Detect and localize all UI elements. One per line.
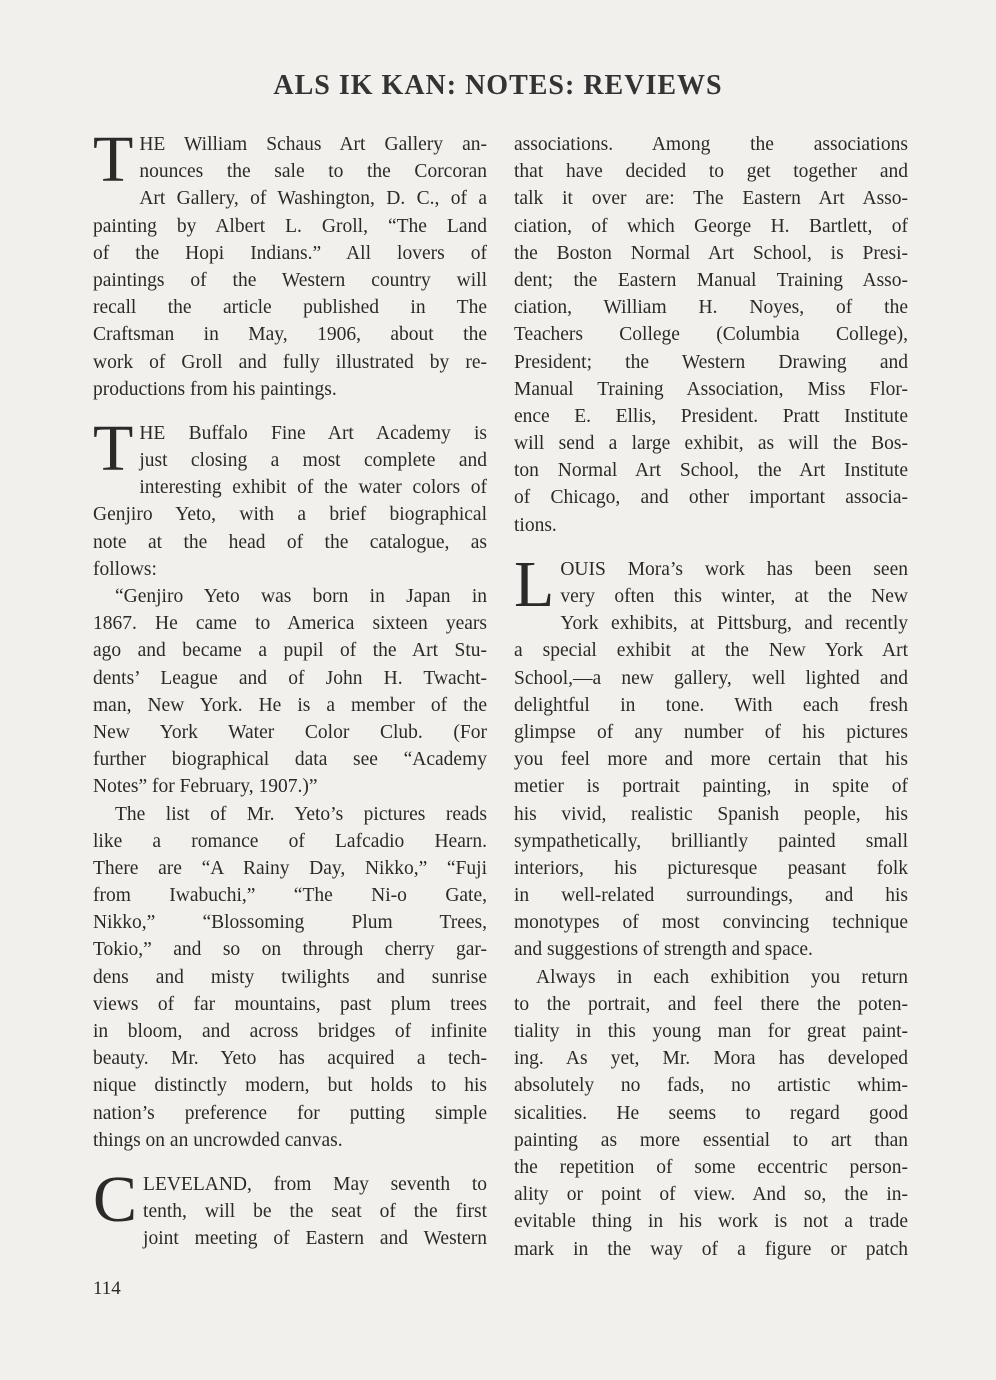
text-line: There are “A Rainy Day, Nikko,” “Fuji	[93, 857, 487, 879]
text-line: Art Gallery, of Washington, D. C., of a	[139, 188, 487, 210]
text-line: monotypes of most convincing technique	[514, 912, 908, 934]
drop-cap: C	[93, 1162, 138, 1236]
text-line: “Genjiro Yeto was born in Japan in	[115, 586, 487, 607]
text-line: evitable thing in his work is not a trade	[514, 1211, 908, 1233]
text-line: ciation, of which George H. Bartlett, of	[514, 215, 908, 237]
text-line: New York Water Color Club. (For	[93, 721, 487, 743]
text-line: The list of Mr. Yeto’s pictures reads	[115, 803, 487, 825]
text-line: from Iwabuchi,” “The Ni-o Gate,	[93, 885, 487, 907]
text-line: Genjiro Yeto, with a brief biographical	[93, 504, 487, 526]
text-line: further biographical data see “Academy	[93, 749, 487, 771]
text-line: metier is portrait painting, in spite of	[514, 776, 908, 798]
text-line: productions from his paintings.	[93, 378, 337, 400]
text-line: nique distinctly modern, but holds to his	[93, 1075, 487, 1097]
text-line: OUIS Mora’s work has been seen	[560, 558, 908, 580]
text-line: tenth, will be the seat of the first	[143, 1201, 487, 1223]
text-line: School,—a new gallery, well lighted and	[514, 667, 908, 689]
text-line: nounces the sale to the Corcoran	[139, 161, 487, 183]
text-line: Nikko,” “Blossoming Plum Trees,	[93, 912, 487, 934]
text-line: interiors, his picturesque peasant folk	[514, 857, 908, 879]
text-line: tiality in this young man for great paint-	[514, 1021, 908, 1042]
paragraph	[93, 1162, 487, 1253]
paragraph	[93, 123, 487, 403]
text-line: President; the Western Drawing and	[514, 351, 908, 373]
text-line: ality or point of view. And so, the in-	[514, 1184, 908, 1206]
text-line: beauty. Mr. Yeto has acquired a tech-	[93, 1048, 487, 1070]
text-line: LEVELAND, from May seventh to	[143, 1173, 487, 1195]
text-line: Tokio,” and so on through cherry gar-	[93, 939, 487, 961]
text-line: joint meeting of Eastern and Western	[143, 1228, 487, 1250]
text-line: Notes” for February, 1907.)”	[93, 776, 318, 798]
page-title: ALS IK KAN: NOTES: REVIEWS	[273, 70, 723, 101]
text-line: interesting exhibit of the water colors of	[139, 477, 487, 499]
text-line: glimpse of any number of his pictures	[514, 721, 908, 743]
text-line: and suggestions of strength and space.	[514, 939, 813, 961]
text-line: talk it over are: The Eastern Art Asso-	[514, 188, 908, 210]
text-line: a special exhibit at the New York Art	[514, 640, 908, 662]
left-column	[93, 123, 487, 1253]
text-line: that have decided to get together and	[514, 161, 908, 183]
text-line: Teachers College (Columbia College),	[514, 324, 908, 346]
text-line: Manual Training Association, Miss Flor-	[514, 378, 908, 400]
text-line: sicalities. He seems to regard good	[514, 1102, 908, 1124]
text-line: dens and misty twilights and sunrise	[93, 966, 487, 988]
drop-cap: L	[514, 547, 555, 621]
text-line: very often this winter, at the New	[560, 586, 908, 607]
text-line: mark in the way of a figure or patch	[514, 1238, 908, 1260]
paragraph	[514, 131, 908, 539]
text-line: like a romance of Lafcadio Hearn.	[93, 830, 487, 852]
text-line: recall the article published in The	[93, 297, 487, 319]
paragraph	[93, 411, 487, 583]
text-line: HE Buffalo Fine Art Academy is	[139, 422, 487, 444]
text-line: in well-related surroundings, and his	[514, 885, 908, 907]
text-line: associations. Among the associations	[514, 134, 908, 155]
right-column	[514, 131, 908, 1263]
text-line: dents’ League and of John H. Twacht-	[93, 667, 487, 689]
text-line: work of Groll and fully illustrated by re-	[93, 351, 487, 373]
text-line: ago and became a pupil of the Art Stu-	[93, 640, 487, 662]
text-line: ton Normal Art School, the Art Institute	[514, 460, 908, 482]
text-line: nation’s preference for putting simple	[93, 1102, 487, 1124]
text-line: sympathetically, brilliantly painted small	[514, 830, 908, 852]
text-line: tions.	[514, 514, 557, 536]
text-line: ciation, William H. Noyes, of the	[514, 297, 908, 319]
text-line: paintings of the Western country will	[93, 269, 487, 291]
drop-cap: T	[93, 411, 134, 485]
text-line: Always in each exhibition you return	[536, 966, 908, 988]
paragraph	[514, 964, 908, 1263]
text-line: things on an uncrowded canvas.	[93, 1129, 343, 1151]
text-line: 1867. He came to America sixteen years	[93, 613, 487, 635]
text-line: absolutely no fads, no artistic whim-	[514, 1075, 908, 1097]
text-line: HE William Schaus Art Gallery an-	[139, 134, 487, 155]
text-line: delightful in tone. With each fresh	[514, 694, 908, 716]
paragraph	[514, 547, 908, 964]
text-line: of Chicago, and other important associa-	[514, 487, 908, 509]
text-line: will send a large exhibit, as will the Bos-	[514, 433, 908, 455]
text-line: you feel more and more certain that his	[514, 749, 908, 771]
text-line: to the portrait, and feel there the poten-	[514, 993, 908, 1015]
text-line: in bloom, and across bridges of infinite	[93, 1021, 487, 1042]
text-line: views of far mountains, past plum trees	[93, 993, 487, 1015]
text-line: the Boston Normal Art School, is Presi-	[514, 242, 908, 264]
text-line: the repetition of some eccentric person-	[514, 1156, 908, 1178]
page-number: 114	[93, 1278, 121, 1299]
text-line: painting as more essential to art than	[514, 1129, 908, 1151]
text-line: ing. As yet, Mr. Mora has developed	[514, 1048, 908, 1070]
text-line: dent; the Eastern Manual Training Asso-	[514, 269, 908, 291]
text-line: Craftsman in May, 1906, about the	[93, 324, 487, 346]
paragraph	[93, 801, 487, 1154]
text-line: just closing a most complete and	[139, 450, 487, 472]
drop-cap: T	[93, 123, 134, 196]
text-line: ence E. Ellis, President. Pratt Institute	[514, 405, 908, 427]
text-line: note at the head of the catalogue, as	[93, 531, 487, 553]
text-line: man, New York. He is a member of the	[93, 694, 487, 716]
text-line: York exhibits, at Pittsburg, and recently	[560, 613, 908, 635]
text-line: of the Hopi Indians.” All lovers of	[93, 242, 487, 264]
text-line: painting by Albert L. Groll, “The Land	[93, 215, 487, 237]
paragraph	[93, 583, 487, 801]
text-line: his vivid, realistic Spanish people, his	[514, 803, 908, 825]
text-line: follows:	[93, 558, 157, 580]
